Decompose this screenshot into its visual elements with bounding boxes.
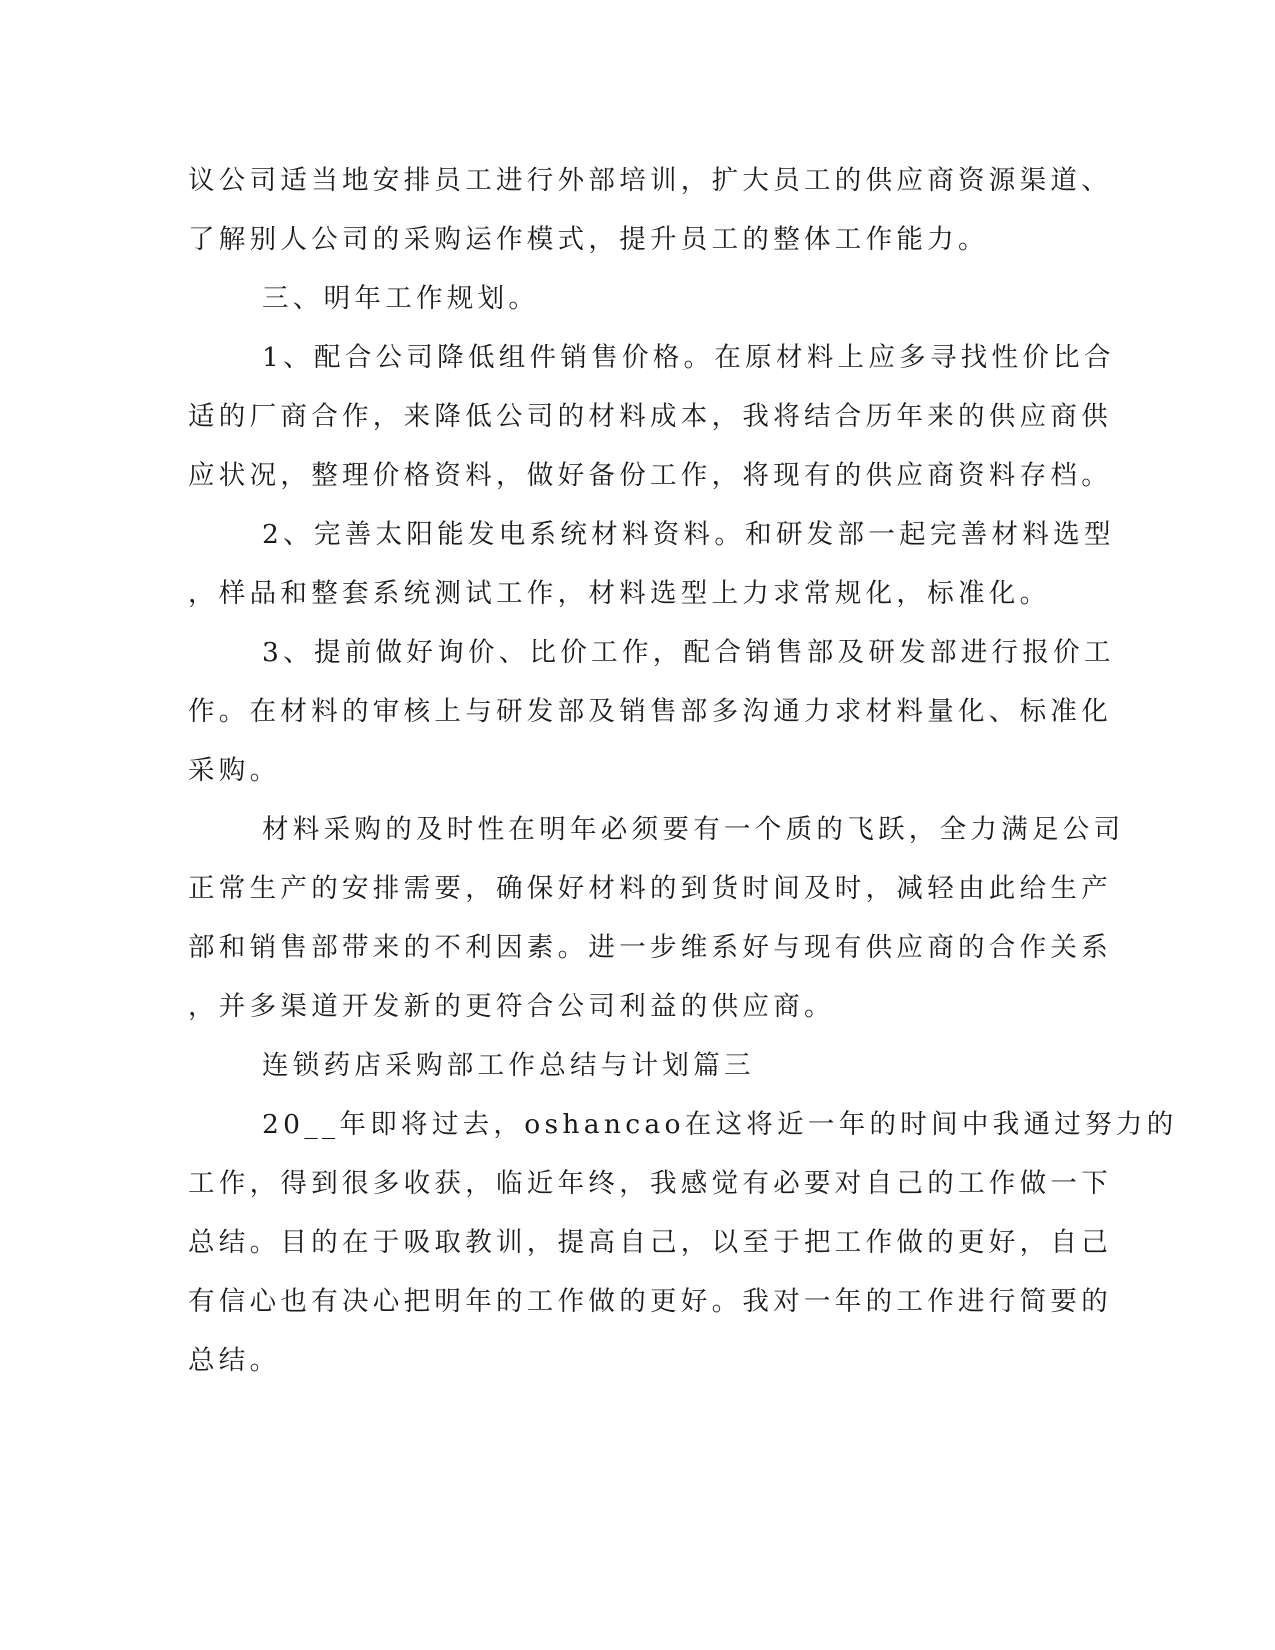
paragraph-line: 3、提前做好询价、比价工作，配合销售部及研发部进行报价工 xyxy=(262,637,1115,668)
paragraph-line: 议公司适当地安排员工进行外部培训，扩大员工的供应商资源渠道、 xyxy=(188,165,1112,196)
paragraph-line: 采购。 xyxy=(188,755,281,786)
paragraph-line: ，并多渠道开发新的更符合公司利益的供应商。 xyxy=(188,991,835,1022)
paragraph-line: 了解别人公司的采购运作模式，提升员工的整体工作能力。 xyxy=(188,224,989,255)
paragraph-line: 正常生产的安排需要，确保好材料的到货时间及时，减轻由此给生产 xyxy=(188,873,1112,904)
paragraph-line: 作。在材料的审核上与研发部及销售部多沟通力求材料量化、标准化 xyxy=(188,696,1112,727)
paragraph-line: 适的厂商合作，来降低公司的材料成本，我将结合历年来的供应商供 xyxy=(188,401,1112,432)
paragraph-line: 部和销售部带来的不利因素。进一步维系好与现有供应商的合作关系 xyxy=(188,932,1112,963)
paragraph-line: 工作，得到很多收获，临近年终，我感觉有必要对自己的工作做一下 xyxy=(188,1168,1112,1199)
paragraph-line: ，样品和整套系统测试工作，材料选型上力求常规化，标准化。 xyxy=(188,578,1051,609)
paragraph-line: 材料采购的及时性在明年必须要有一个质的飞跃，全力满足公司 xyxy=(262,814,1125,845)
section-heading: 三、明年工作规划。 xyxy=(262,283,540,314)
paragraph-line: 1、配合公司降低组件销售价格。在原材料上应多寻找性价比合 xyxy=(262,342,1115,373)
paragraph-line: 2、完善太阳能发电系统材料资料。和研发部一起完善材料选型 xyxy=(262,519,1115,550)
paragraph-line: 有信心也有决心把明年的工作做的更好。我对一年的工作进行简要的 xyxy=(188,1286,1112,1317)
section-title: 连锁药店采购部工作总结与计划篇三 xyxy=(262,1050,755,1081)
paragraph-line: 应状况，整理价格资料，做好备份工作，将现有的供应商资料存档。 xyxy=(188,460,1112,491)
paragraph-line: 总结。 xyxy=(188,1345,281,1376)
paragraph-line: 20__年即将过去，oshancao在这将近一年的时间中我通过努力的 xyxy=(262,1109,1178,1140)
paragraph-line: 总结。目的在于吸取教训，提高自己，以至于把工作做的更好，自己 xyxy=(188,1227,1112,1258)
